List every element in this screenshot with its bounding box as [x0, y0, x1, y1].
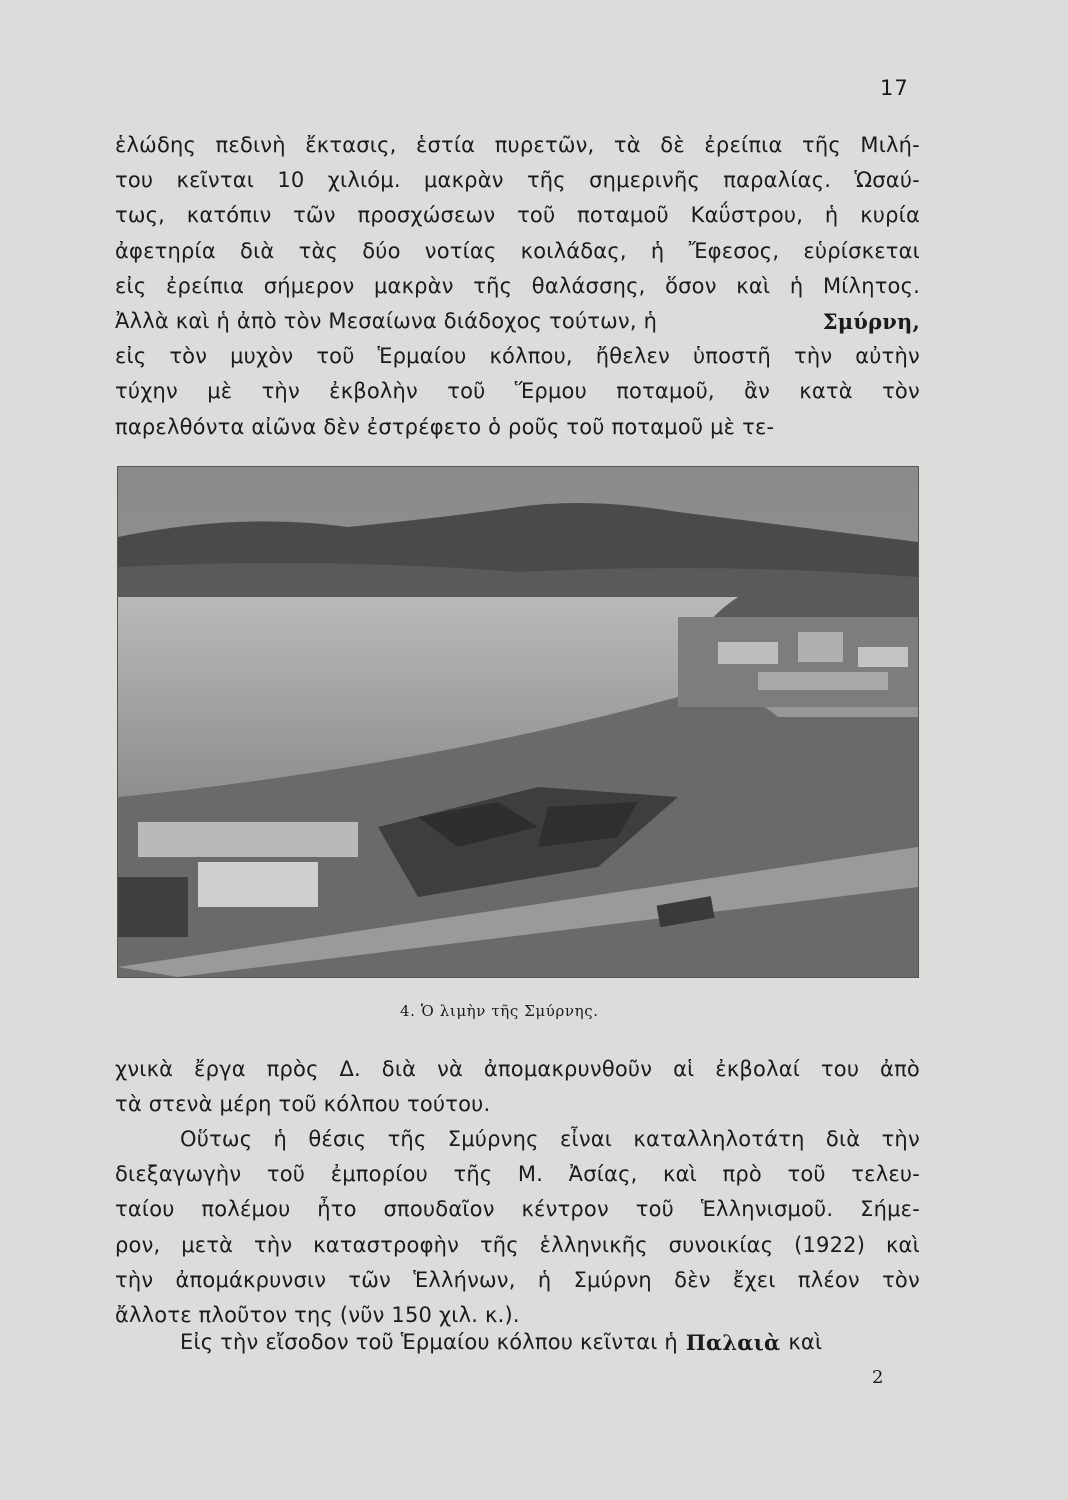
word: χνικὰ [115, 1057, 174, 1081]
word: ἐρείπια [704, 133, 783, 157]
word: ταίου [115, 1197, 175, 1222]
paragraph-third [115, 1325, 920, 1360]
text-line [115, 128, 920, 163]
word: ἑστία [415, 133, 476, 157]
word: τοῦ [266, 1162, 306, 1187]
word: Σμύρνης [447, 1127, 539, 1151]
word: πολέμου [201, 1197, 291, 1222]
word: Ἑρμαίου [377, 344, 467, 369]
text-line-with-bold [115, 304, 920, 339]
word: ρον, [115, 1232, 161, 1257]
word: ἡ [824, 203, 839, 228]
text-line-part: Ἀλλὰ καὶ ἡ ἀπὸ τὸν Μεσαίωνα διάδοχος τούτων, ἡ [115, 308, 658, 333]
text-line [115, 1122, 920, 1157]
word: Ἔφεσος, [688, 238, 780, 263]
word: ἔκτασις, [305, 133, 397, 157]
word: ἦτο [317, 1197, 357, 1222]
word: τοῦ [517, 203, 556, 228]
word: τύχην [115, 379, 178, 404]
word: παραλίας. [723, 168, 832, 193]
word: τως, [115, 203, 166, 228]
word: τῆς [802, 133, 841, 157]
word: τὴν [794, 344, 833, 369]
word: Οὕτως [180, 1127, 253, 1151]
word: μυχὸν [230, 344, 294, 369]
word: τελευ- [851, 1162, 920, 1187]
word: διὰ [240, 238, 275, 263]
word: πεδινὴ [215, 133, 286, 157]
text-line-part: Εἰς τὴν εἴσοδον τοῦ Ἑρμαίου κόλπου κεῖνται ἡ [180, 1330, 678, 1354]
word: Ὡσαύ- [854, 168, 920, 193]
word: Μίλητος. [822, 273, 920, 298]
word: του [820, 1057, 860, 1081]
word: ἡ [537, 1267, 552, 1292]
word: κατὰ [799, 379, 853, 404]
text-line [115, 1228, 920, 1263]
word: τὴν [254, 1232, 293, 1257]
text-line: παρελθόντα αἰῶνα δὲν ἐστρέφετο ὁ ροῦς τοῦ ποταμοῦ μὲ τε- [115, 414, 775, 439]
figure-caption: 4. Ὁ λιμὴν τῆς Σμύρνης. [400, 1002, 599, 1020]
word: τὴν [881, 1127, 920, 1151]
word: τὸν [169, 344, 208, 369]
word: δύο [362, 238, 401, 263]
harbor-photograph [117, 466, 919, 978]
word: διὰ [825, 1127, 861, 1151]
word: Ἑλληνισμοῦ. [700, 1197, 834, 1222]
word: εὑρίσκεται [803, 238, 920, 263]
word: ἡ [650, 238, 665, 263]
text-line [115, 374, 920, 409]
text-line [115, 163, 920, 198]
word: του [115, 168, 154, 193]
word: διεξαγωγὴν [115, 1162, 242, 1187]
word: μακρὰν [424, 168, 504, 193]
word: ὅσον [665, 273, 717, 298]
text-line [115, 1157, 920, 1192]
word: δὲ [660, 133, 685, 157]
bold-word-smyrni: Σμύρνη, [822, 308, 920, 334]
word: Σμύρνη [573, 1267, 652, 1292]
word: Ἕρμου [514, 379, 587, 404]
text-line: τὰ στενὰ μέρη τοῦ κόλπου τούτου. [115, 1092, 491, 1117]
word: ἡ [273, 1127, 288, 1151]
word: τῆς [526, 168, 566, 193]
text-line [115, 339, 920, 374]
word: χιλιόμ. [327, 168, 401, 193]
word: τὸν [882, 379, 920, 404]
word: κέντρον [521, 1197, 609, 1222]
word: εἰς [115, 344, 147, 369]
word: (1922) [794, 1232, 866, 1257]
text-line [115, 1052, 920, 1087]
text-line: ἄλλοτε πλοῦτον της (νῦν 150 χιλ. κ.). [115, 1302, 520, 1327]
word: ἐμπορίου [330, 1162, 428, 1187]
word: δὲν [674, 1267, 711, 1292]
text-line [115, 198, 920, 233]
text-line [115, 1263, 920, 1298]
word: καὶ [885, 1232, 920, 1257]
word: κόλπου, [489, 344, 573, 369]
word: θαλάσσης, [531, 273, 646, 298]
word: ἀπομακρυνθοῦν [483, 1057, 653, 1081]
word: καταλληλοτάτη [633, 1127, 805, 1151]
word: πλέον [797, 1267, 860, 1292]
word: ποταμοῦ, [616, 379, 715, 404]
text-line [115, 234, 920, 269]
word: ποταμοῦ [577, 203, 669, 228]
word: προσχώσεων [357, 203, 496, 228]
text-line-with-bold [115, 1325, 920, 1360]
word: τὰ [613, 133, 641, 157]
word: Καΰστρου, [690, 203, 804, 228]
word: ἐκβολαί [715, 1057, 801, 1081]
text-line-part: καὶ [788, 1330, 823, 1354]
word: ἔχει [732, 1267, 776, 1292]
word: τὰς [298, 238, 339, 263]
word: πρὸς [266, 1057, 319, 1081]
word: ἀπομάκρυνσιν [175, 1267, 327, 1292]
word: ἀφετηρία [115, 238, 216, 263]
word: Δ. [339, 1057, 361, 1081]
word: ἑλώδης [115, 133, 197, 157]
word: κυρία [860, 203, 920, 228]
word: κεῖνται [176, 168, 255, 193]
word: διὰ [381, 1057, 417, 1081]
word: τοῦ [635, 1197, 674, 1222]
word: 10 [277, 168, 305, 193]
word: ἐρείπια [166, 273, 245, 298]
word: τῶν [293, 203, 336, 228]
paragraph-top [115, 128, 920, 445]
word: μὲ [207, 379, 233, 404]
word: τοῦ [316, 344, 355, 369]
word: τὴν [261, 379, 300, 404]
word: ἡ [789, 273, 804, 298]
word: καὶ [736, 273, 771, 298]
word: ἂν [744, 379, 771, 404]
signature-number: 2 [872, 1367, 884, 1388]
paragraph-bottom [115, 1052, 920, 1122]
word: εἰς [115, 273, 147, 298]
word: Μ. [517, 1162, 544, 1187]
word: Ἀσίας, [568, 1162, 638, 1187]
word: τὴν [115, 1267, 154, 1292]
word: τῆς [473, 273, 513, 298]
word: τῆς [453, 1162, 493, 1187]
word: τῆς [387, 1127, 427, 1151]
word: Μιλή- [860, 133, 920, 157]
word: καὶ [663, 1162, 697, 1187]
word: αἱ [673, 1057, 695, 1081]
bold-word-palaia: Παλαιὰ [685, 1330, 781, 1355]
word: πρὸ [722, 1162, 762, 1187]
text-line [115, 269, 920, 304]
word: πυρετῶν, [494, 133, 595, 157]
word: νοτίας [424, 238, 497, 263]
word: μακρὰν [374, 273, 454, 298]
word: τοῦ [447, 379, 486, 404]
word: αὐτὴν [855, 344, 920, 369]
word: μετὰ [181, 1232, 234, 1257]
word: καταστροφὴν [313, 1232, 460, 1257]
word: ὑποστῆ [692, 344, 772, 369]
word: τοῦ [787, 1162, 826, 1187]
paragraph-second [115, 1122, 920, 1333]
word: ἀπὸ [880, 1057, 920, 1081]
word: κατόπιν [186, 203, 272, 228]
word: σπουδαῖον [383, 1197, 495, 1222]
word: εἶναι [559, 1127, 613, 1151]
word: ἑλληνικῆς [539, 1232, 648, 1257]
word: κοιλάδας, [520, 238, 627, 263]
word: Σήμε- [860, 1197, 920, 1222]
word: θέσις [308, 1127, 367, 1151]
word: νὰ [437, 1057, 464, 1081]
text-line [115, 1192, 920, 1227]
word: ἐκβολὴν [329, 379, 418, 404]
word: Ἑλλήνων, [413, 1267, 516, 1292]
word: ἔργα [194, 1057, 246, 1081]
word: σήμερον [263, 273, 355, 298]
word: τὸν [882, 1267, 920, 1292]
word: συνοικίας [668, 1232, 774, 1257]
page-number: 17 [880, 76, 909, 100]
word: σημερινῆς [589, 168, 701, 193]
word: ἤθελεν [595, 344, 670, 369]
word: τῶν [348, 1267, 391, 1292]
word: τῆς [479, 1232, 519, 1257]
